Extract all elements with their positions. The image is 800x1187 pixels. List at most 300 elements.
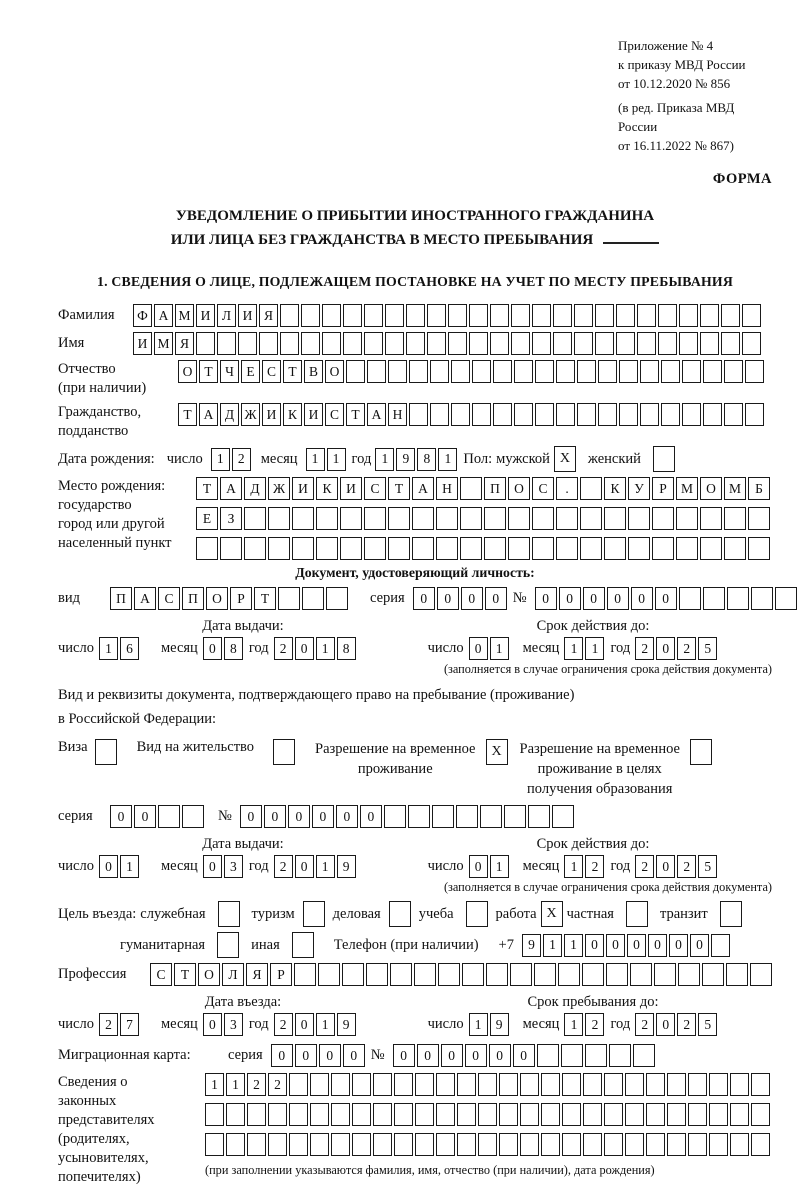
form-cell[interactable] bbox=[658, 332, 677, 355]
form-cell[interactable] bbox=[583, 1073, 602, 1096]
form-cell[interactable] bbox=[268, 537, 290, 560]
form-cell[interactable]: 0 bbox=[606, 934, 625, 957]
form-cell[interactable]: Ч bbox=[220, 360, 239, 383]
form-cell[interactable] bbox=[457, 1073, 476, 1096]
form-cell[interactable] bbox=[700, 537, 722, 560]
form-cell[interactable]: 0 bbox=[513, 1044, 535, 1067]
form-cell[interactable] bbox=[414, 963, 436, 986]
form-cell[interactable] bbox=[316, 507, 338, 530]
form-cell[interactable] bbox=[292, 537, 314, 560]
form-cell[interactable]: К bbox=[283, 403, 302, 426]
form-cell[interactable] bbox=[436, 1073, 455, 1096]
female-checkbox[interactable] bbox=[653, 446, 675, 472]
form-cell[interactable]: 0 bbox=[690, 934, 709, 957]
form-cell[interactable]: 1 bbox=[316, 855, 335, 878]
form-cell[interactable] bbox=[678, 963, 700, 986]
form-cell[interactable]: О bbox=[206, 587, 228, 610]
form-cell[interactable] bbox=[604, 537, 626, 560]
visa-checkbox[interactable] bbox=[95, 739, 117, 765]
form-cell[interactable] bbox=[432, 805, 454, 828]
form-cell[interactable] bbox=[528, 805, 550, 828]
form-cell[interactable]: А bbox=[367, 403, 386, 426]
form-cell[interactable]: 1 bbox=[226, 1073, 245, 1096]
form-cell[interactable] bbox=[562, 1133, 581, 1156]
form-cell[interactable]: 1 bbox=[375, 448, 394, 471]
form-cell[interactable]: 2 bbox=[99, 1013, 118, 1036]
form-cell[interactable] bbox=[394, 1133, 413, 1156]
form-cell[interactable]: 1 bbox=[490, 637, 509, 660]
form-cell[interactable] bbox=[326, 587, 348, 610]
form-cell[interactable] bbox=[427, 332, 446, 355]
form-cell[interactable] bbox=[388, 360, 407, 383]
form-cell[interactable] bbox=[322, 304, 341, 327]
form-cell[interactable]: 0 bbox=[295, 637, 314, 660]
form-cell[interactable] bbox=[364, 507, 386, 530]
form-cell[interactable] bbox=[196, 537, 218, 560]
form-cell[interactable]: 0 bbox=[656, 1013, 675, 1036]
form-cell[interactable]: 0 bbox=[203, 855, 222, 878]
form-cell[interactable] bbox=[724, 537, 746, 560]
form-cell[interactable] bbox=[331, 1073, 350, 1096]
form-cell[interactable]: 0 bbox=[295, 1044, 317, 1067]
form-cell[interactable] bbox=[679, 587, 701, 610]
form-cell[interactable] bbox=[552, 805, 574, 828]
form-cell[interactable] bbox=[721, 332, 740, 355]
form-cell[interactable]: 1 bbox=[564, 934, 583, 957]
form-cell[interactable] bbox=[616, 332, 635, 355]
form-cell[interactable] bbox=[340, 537, 362, 560]
form-cell[interactable]: С bbox=[325, 403, 344, 426]
form-cell[interactable]: 1 bbox=[490, 855, 509, 878]
form-cell[interactable]: 3 bbox=[224, 1013, 243, 1036]
form-cell[interactable]: 0 bbox=[535, 587, 557, 610]
form-cell[interactable] bbox=[535, 403, 554, 426]
form-cell[interactable] bbox=[430, 360, 449, 383]
form-cell[interactable]: 5 bbox=[698, 855, 717, 878]
form-cell[interactable] bbox=[688, 1073, 707, 1096]
form-cell[interactable] bbox=[342, 963, 364, 986]
form-cell[interactable] bbox=[535, 360, 554, 383]
form-cell[interactable]: Д bbox=[220, 403, 239, 426]
form-cell[interactable]: 2 bbox=[232, 448, 251, 471]
form-cell[interactable]: 1 bbox=[120, 855, 139, 878]
form-cell[interactable] bbox=[553, 304, 572, 327]
form-cell[interactable]: Т bbox=[174, 963, 196, 986]
form-cell[interactable] bbox=[457, 1133, 476, 1156]
form-cell[interactable]: А bbox=[220, 477, 242, 500]
form-cell[interactable]: Ж bbox=[241, 403, 260, 426]
form-cell[interactable]: 0 bbox=[203, 637, 222, 660]
form-cell[interactable] bbox=[205, 1133, 224, 1156]
form-cell[interactable] bbox=[478, 1133, 497, 1156]
form-cell[interactable] bbox=[628, 507, 650, 530]
form-cell[interactable] bbox=[352, 1073, 371, 1096]
form-cell[interactable] bbox=[625, 1133, 644, 1156]
form-cell[interactable]: Ф bbox=[133, 304, 152, 327]
form-cell[interactable]: . bbox=[556, 477, 578, 500]
form-cell[interactable] bbox=[534, 963, 556, 986]
form-cell[interactable] bbox=[385, 332, 404, 355]
form-cell[interactable] bbox=[415, 1103, 434, 1126]
form-cell[interactable]: Е bbox=[241, 360, 260, 383]
form-cell[interactable] bbox=[532, 332, 551, 355]
form-cell[interactable]: 2 bbox=[585, 855, 604, 878]
form-cell[interactable]: Б bbox=[748, 477, 770, 500]
form-cell[interactable] bbox=[637, 304, 656, 327]
form-cell[interactable] bbox=[541, 1103, 560, 1126]
form-cell[interactable]: 0 bbox=[656, 637, 675, 660]
form-cell[interactable] bbox=[310, 1133, 329, 1156]
form-cell[interactable]: Е bbox=[196, 507, 218, 530]
form-cell[interactable]: К bbox=[316, 477, 338, 500]
form-cell[interactable] bbox=[748, 507, 770, 530]
form-cell[interactable] bbox=[499, 1133, 518, 1156]
form-cell[interactable]: 0 bbox=[295, 1013, 314, 1036]
form-cell[interactable] bbox=[364, 537, 386, 560]
form-cell[interactable] bbox=[196, 332, 215, 355]
form-cell[interactable] bbox=[751, 587, 773, 610]
form-cell[interactable]: И bbox=[238, 304, 257, 327]
form-cell[interactable] bbox=[633, 1044, 655, 1067]
form-cell[interactable] bbox=[318, 963, 340, 986]
form-cell[interactable]: И bbox=[340, 477, 362, 500]
form-cell[interactable] bbox=[537, 1044, 559, 1067]
form-cell[interactable]: 1 bbox=[564, 637, 583, 660]
form-cell[interactable] bbox=[604, 1103, 623, 1126]
form-cell[interactable] bbox=[652, 537, 674, 560]
form-cell[interactable] bbox=[556, 537, 578, 560]
form-cell[interactable] bbox=[289, 1133, 308, 1156]
form-cell[interactable] bbox=[514, 403, 533, 426]
form-cell[interactable] bbox=[182, 805, 204, 828]
form-cell[interactable]: Т bbox=[196, 477, 218, 500]
form-cell[interactable] bbox=[493, 360, 512, 383]
form-cell[interactable] bbox=[661, 360, 680, 383]
form-cell[interactable]: 0 bbox=[393, 1044, 415, 1067]
form-cell[interactable]: О bbox=[178, 360, 197, 383]
form-cell[interactable] bbox=[745, 403, 764, 426]
form-cell[interactable] bbox=[352, 1103, 371, 1126]
form-cell[interactable]: 8 bbox=[337, 637, 356, 660]
form-cell[interactable] bbox=[220, 537, 242, 560]
form-cell[interactable]: Р bbox=[230, 587, 252, 610]
form-cell[interactable] bbox=[580, 537, 602, 560]
form-cell[interactable]: И bbox=[133, 332, 152, 355]
form-cell[interactable] bbox=[427, 304, 446, 327]
form-cell[interactable]: К bbox=[604, 477, 626, 500]
form-cell[interactable]: А bbox=[154, 304, 173, 327]
form-cell[interactable] bbox=[289, 1073, 308, 1096]
form-cell[interactable]: 0 bbox=[343, 1044, 365, 1067]
form-cell[interactable] bbox=[558, 963, 580, 986]
form-cell[interactable]: 0 bbox=[264, 805, 286, 828]
form-cell[interactable] bbox=[409, 360, 428, 383]
form-cell[interactable] bbox=[373, 1133, 392, 1156]
form-cell[interactable] bbox=[585, 1044, 607, 1067]
form-cell[interactable] bbox=[493, 403, 512, 426]
form-cell[interactable] bbox=[469, 304, 488, 327]
form-cell[interactable]: 9 bbox=[337, 855, 356, 878]
form-cell[interactable] bbox=[390, 963, 412, 986]
form-cell[interactable] bbox=[484, 537, 506, 560]
form-cell[interactable]: И bbox=[262, 403, 281, 426]
form-cell[interactable] bbox=[490, 304, 509, 327]
form-cell[interactable] bbox=[742, 332, 761, 355]
transit-checkbox[interactable] bbox=[720, 901, 742, 927]
form-cell[interactable]: 1 bbox=[306, 448, 325, 471]
form-cell[interactable]: 1 bbox=[543, 934, 562, 957]
form-cell[interactable]: Д bbox=[244, 477, 266, 500]
form-cell[interactable] bbox=[340, 507, 362, 530]
form-cell[interactable]: И bbox=[292, 477, 314, 500]
form-cell[interactable] bbox=[751, 1103, 770, 1126]
form-cell[interactable]: 0 bbox=[336, 805, 358, 828]
form-cell[interactable] bbox=[451, 360, 470, 383]
form-cell[interactable] bbox=[301, 304, 320, 327]
form-cell[interactable] bbox=[582, 963, 604, 986]
form-cell[interactable]: Л bbox=[222, 963, 244, 986]
form-cell[interactable]: И bbox=[304, 403, 323, 426]
form-cell[interactable] bbox=[619, 360, 638, 383]
form-cell[interactable]: 1 bbox=[585, 637, 604, 660]
form-cell[interactable]: 0 bbox=[631, 587, 653, 610]
form-cell[interactable] bbox=[609, 1044, 631, 1067]
form-cell[interactable] bbox=[700, 507, 722, 530]
form-cell[interactable] bbox=[259, 332, 278, 355]
form-cell[interactable] bbox=[247, 1133, 266, 1156]
form-cell[interactable]: Ж bbox=[268, 477, 290, 500]
form-cell[interactable]: 2 bbox=[677, 855, 696, 878]
form-cell[interactable]: И bbox=[196, 304, 215, 327]
form-cell[interactable] bbox=[457, 1103, 476, 1126]
form-cell[interactable] bbox=[580, 477, 602, 500]
form-cell[interactable] bbox=[302, 587, 324, 610]
form-cell[interactable] bbox=[511, 332, 530, 355]
form-cell[interactable] bbox=[394, 1073, 413, 1096]
form-cell[interactable] bbox=[652, 507, 674, 530]
form-cell[interactable]: О bbox=[198, 963, 220, 986]
form-cell[interactable] bbox=[532, 304, 551, 327]
form-cell[interactable] bbox=[247, 1103, 266, 1126]
form-cell[interactable] bbox=[244, 537, 266, 560]
form-cell[interactable]: О bbox=[508, 477, 530, 500]
form-cell[interactable]: С bbox=[262, 360, 281, 383]
form-cell[interactable] bbox=[574, 304, 593, 327]
form-cell[interactable]: 0 bbox=[583, 587, 605, 610]
form-cell[interactable]: П bbox=[110, 587, 132, 610]
form-cell[interactable] bbox=[679, 304, 698, 327]
form-cell[interactable] bbox=[301, 332, 320, 355]
form-cell[interactable] bbox=[709, 1133, 728, 1156]
form-cell[interactable] bbox=[436, 537, 458, 560]
form-cell[interactable]: О bbox=[700, 477, 722, 500]
form-cell[interactable] bbox=[661, 403, 680, 426]
form-cell[interactable] bbox=[640, 360, 659, 383]
form-cell[interactable]: 0 bbox=[489, 1044, 511, 1067]
form-cell[interactable]: П bbox=[484, 477, 506, 500]
form-cell[interactable]: 0 bbox=[656, 855, 675, 878]
form-cell[interactable] bbox=[226, 1103, 245, 1126]
form-cell[interactable]: 0 bbox=[271, 1044, 293, 1067]
form-cell[interactable]: О bbox=[325, 360, 344, 383]
business-checkbox[interactable] bbox=[218, 901, 240, 927]
form-cell[interactable] bbox=[556, 360, 575, 383]
form-cell[interactable]: 0 bbox=[413, 587, 435, 610]
form-cell[interactable] bbox=[667, 1133, 686, 1156]
form-cell[interactable] bbox=[775, 587, 797, 610]
form-cell[interactable]: 0 bbox=[134, 805, 156, 828]
residence-permit-checkbox[interactable] bbox=[273, 739, 295, 765]
tourism-checkbox[interactable] bbox=[303, 901, 325, 927]
form-cell[interactable]: Я bbox=[175, 332, 194, 355]
form-cell[interactable] bbox=[472, 360, 491, 383]
form-cell[interactable]: 2 bbox=[635, 855, 654, 878]
form-cell[interactable]: 2 bbox=[274, 855, 293, 878]
form-cell[interactable] bbox=[514, 360, 533, 383]
form-cell[interactable]: 0 bbox=[469, 637, 488, 660]
form-cell[interactable] bbox=[364, 304, 383, 327]
form-cell[interactable] bbox=[711, 934, 730, 957]
form-cell[interactable] bbox=[583, 1133, 602, 1156]
form-cell[interactable] bbox=[541, 1133, 560, 1156]
form-cell[interactable]: 0 bbox=[485, 587, 507, 610]
other-checkbox[interactable] bbox=[292, 932, 314, 958]
form-cell[interactable] bbox=[616, 304, 635, 327]
form-cell[interactable] bbox=[412, 507, 434, 530]
form-cell[interactable] bbox=[520, 1073, 539, 1096]
form-cell[interactable] bbox=[504, 805, 526, 828]
form-cell[interactable]: Р bbox=[652, 477, 674, 500]
form-cell[interactable]: Р bbox=[270, 963, 292, 986]
form-cell[interactable] bbox=[730, 1073, 749, 1096]
form-cell[interactable]: Т bbox=[388, 477, 410, 500]
form-cell[interactable] bbox=[406, 304, 425, 327]
form-cell[interactable] bbox=[676, 507, 698, 530]
form-cell[interactable]: Н bbox=[436, 477, 458, 500]
form-cell[interactable] bbox=[436, 507, 458, 530]
form-cell[interactable] bbox=[406, 332, 425, 355]
commercial-checkbox[interactable] bbox=[389, 901, 411, 927]
form-cell[interactable]: 0 bbox=[417, 1044, 439, 1067]
form-cell[interactable]: С bbox=[150, 963, 172, 986]
form-cell[interactable] bbox=[532, 507, 554, 530]
form-cell[interactable] bbox=[702, 963, 724, 986]
form-cell[interactable]: 0 bbox=[441, 1044, 463, 1067]
male-checkbox[interactable]: X bbox=[554, 446, 576, 472]
form-cell[interactable]: Т bbox=[199, 360, 218, 383]
form-cell[interactable] bbox=[226, 1133, 245, 1156]
form-cell[interactable] bbox=[556, 403, 575, 426]
form-cell[interactable]: У bbox=[628, 477, 650, 500]
form-cell[interactable]: З bbox=[220, 507, 242, 530]
form-cell[interactable] bbox=[366, 963, 388, 986]
form-cell[interactable] bbox=[430, 403, 449, 426]
form-cell[interactable]: Т bbox=[178, 403, 197, 426]
form-cell[interactable] bbox=[388, 507, 410, 530]
form-cell[interactable]: Т bbox=[254, 587, 276, 610]
form-cell[interactable]: 5 bbox=[698, 637, 717, 660]
form-cell[interactable]: Н bbox=[388, 403, 407, 426]
form-cell[interactable] bbox=[604, 1133, 623, 1156]
form-cell[interactable]: 0 bbox=[437, 587, 459, 610]
form-cell[interactable]: 0 bbox=[110, 805, 132, 828]
form-cell[interactable] bbox=[373, 1073, 392, 1096]
form-cell[interactable] bbox=[460, 537, 482, 560]
form-cell[interactable]: 0 bbox=[461, 587, 483, 610]
form-cell[interactable] bbox=[310, 1073, 329, 1096]
form-cell[interactable]: А bbox=[199, 403, 218, 426]
form-cell[interactable] bbox=[456, 805, 478, 828]
form-cell[interactable]: 1 bbox=[438, 448, 457, 471]
form-cell[interactable] bbox=[727, 587, 749, 610]
form-cell[interactable]: 1 bbox=[316, 637, 335, 660]
form-cell[interactable]: 0 bbox=[655, 587, 677, 610]
form-cell[interactable] bbox=[472, 403, 491, 426]
form-cell[interactable]: С bbox=[158, 587, 180, 610]
form-cell[interactable]: 1 bbox=[564, 855, 583, 878]
form-cell[interactable]: 7 bbox=[120, 1013, 139, 1036]
form-cell[interactable] bbox=[508, 537, 530, 560]
form-cell[interactable]: 1 bbox=[316, 1013, 335, 1036]
private-checkbox[interactable] bbox=[626, 901, 648, 927]
form-cell[interactable]: 0 bbox=[669, 934, 688, 957]
form-cell[interactable] bbox=[268, 1133, 287, 1156]
form-cell[interactable] bbox=[556, 507, 578, 530]
form-cell[interactable] bbox=[346, 360, 365, 383]
form-cell[interactable]: А bbox=[134, 587, 156, 610]
form-cell[interactable]: А bbox=[412, 477, 434, 500]
form-cell[interactable] bbox=[438, 963, 460, 986]
form-cell[interactable] bbox=[478, 1103, 497, 1126]
form-cell[interactable] bbox=[625, 1073, 644, 1096]
form-cell[interactable] bbox=[217, 332, 236, 355]
form-cell[interactable] bbox=[688, 1133, 707, 1156]
form-cell[interactable]: 0 bbox=[319, 1044, 341, 1067]
form-cell[interactable]: 8 bbox=[417, 448, 436, 471]
study-checkbox[interactable] bbox=[466, 901, 488, 927]
form-cell[interactable] bbox=[448, 304, 467, 327]
form-cell[interactable] bbox=[352, 1133, 371, 1156]
form-cell[interactable]: 1 bbox=[205, 1073, 224, 1096]
form-cell[interactable]: 0 bbox=[240, 805, 262, 828]
form-cell[interactable] bbox=[388, 537, 410, 560]
form-cell[interactable] bbox=[595, 332, 614, 355]
form-cell[interactable] bbox=[574, 332, 593, 355]
form-cell[interactable] bbox=[595, 304, 614, 327]
form-cell[interactable]: 2 bbox=[274, 1013, 293, 1036]
form-cell[interactable]: 2 bbox=[677, 637, 696, 660]
form-cell[interactable] bbox=[709, 1103, 728, 1126]
form-cell[interactable] bbox=[724, 360, 743, 383]
form-cell[interactable]: 2 bbox=[635, 637, 654, 660]
form-cell[interactable]: 8 bbox=[224, 637, 243, 660]
form-cell[interactable] bbox=[562, 1103, 581, 1126]
form-cell[interactable]: 1 bbox=[211, 448, 230, 471]
form-cell[interactable] bbox=[510, 963, 532, 986]
form-cell[interactable] bbox=[577, 360, 596, 383]
form-cell[interactable] bbox=[364, 332, 383, 355]
form-cell[interactable] bbox=[268, 507, 290, 530]
form-cell[interactable] bbox=[385, 304, 404, 327]
form-cell[interactable]: 0 bbox=[288, 805, 310, 828]
form-cell[interactable] bbox=[331, 1133, 350, 1156]
form-cell[interactable] bbox=[619, 403, 638, 426]
form-cell[interactable] bbox=[703, 403, 722, 426]
form-cell[interactable] bbox=[604, 1073, 623, 1096]
form-cell[interactable]: 3 bbox=[224, 855, 243, 878]
form-cell[interactable] bbox=[451, 403, 470, 426]
form-cell[interactable] bbox=[688, 1103, 707, 1126]
